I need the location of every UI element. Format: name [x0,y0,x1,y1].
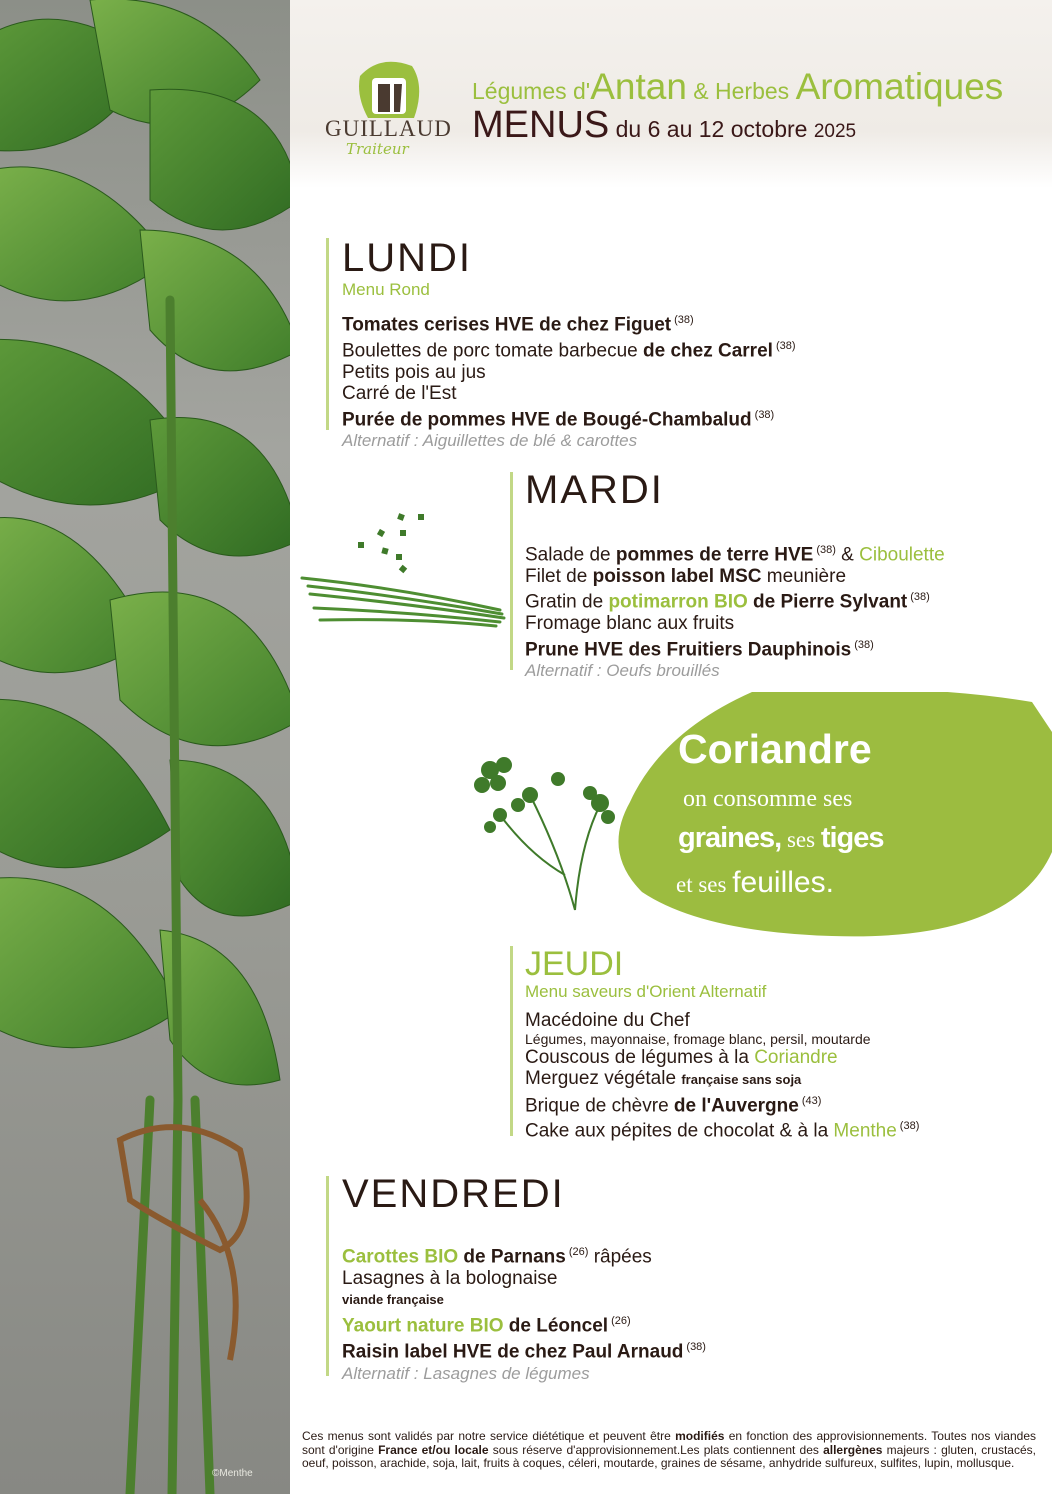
mint-photo [0,0,290,1494]
menu-item: Couscous de légumes à la Coriandre [525,1046,838,1068]
day-title: JEUDI [525,945,624,983]
mint-leaves-illustration [0,0,290,1494]
day-mardi [525,468,945,682]
year: 2025 [813,121,857,142]
title-part: Légumes d' [472,78,591,104]
date-range: du 6 au 12 octobre [609,116,814,142]
footer-disclaimer: Ces menus sont validés par notre service diététique et peuvent être modifiés en fonction des approvisionnements. Toutes nos viandes sont d'origine France et/ou locale sous réserve d'approvisionnement.Les plats contiennent des allergènes majeurs : gluten, crustacés, oeuf, poisson, arachide, soja, lait, fruits à coques, céleri, moutarde, graines de sésame, anhydride sulfureux, sulfites, lupin, mollusque. [302,1429,1037,1470]
menu-item-detail: Légumes, mayonnaise, fromage blanc, persil, moutarde [525,1030,871,1047]
coriandre-text: graines, ses tiges [678,822,884,854]
day-title: LUNDI [342,236,473,280]
menu-item: Raisin label HVE de chez Paul Arnaud $^{(38)}$ [342,1341,706,1363]
title-part: & Herbes [686,78,796,104]
menu-item: Gratin de potimarron BIO de Pierre Sylvant $^{(38)}$ [525,591,930,613]
coriandre-text: et ses feuilles. [676,866,834,899]
menu-item: Yaourt nature BIO de Léoncel $^{(26)}$ [342,1315,631,1337]
menu-item: Merguez végétale française sans soja [525,1068,802,1089]
chives-icon [300,508,510,633]
alternative-dish: Alternatif : Aiguillettes de blé & carottes [342,431,638,451]
menu-item: Brique de chèvre de l'Auvergne $^{(43)}$ [525,1094,822,1116]
day-subtitle: Menu saveurs d'Orient Alternatif [525,982,767,1001]
mardi-accent-bar [510,472,513,670]
coriandre-title: Coriandre [678,726,872,772]
menu-item: Purée de pommes HVE de Bougé-Chambalud $^{(38)}$ [342,408,775,430]
menu-item: Petits pois au jus [342,361,486,383]
alternative-dish: Alternatif : Oeufs brouillés [525,661,720,681]
menus-label: MENUS [472,104,610,146]
menu-item: Cake aux pépites de chocolat & à la Menthe $^{(38)}$ [525,1120,920,1142]
alternative-dish: Alternatif : Lasagnes de légumes [342,1363,590,1383]
page-title-theme [472,66,1003,108]
brand-tagline: Traiteur [346,140,409,158]
menu-item: Carré de l'Est [342,383,457,405]
menu-item: Macédoine du Chef [525,1010,690,1031]
menu-item-detail: viande française [342,1292,444,1308]
menu-item: Fromage blanc aux fruits [525,613,735,635]
menu-item: Prune HVE des Fruitiers Dauphinois $^{(38)}$ [525,638,874,660]
title-part: Antan [590,66,687,107]
menu-item: Filet de poisson label MSC meunière [525,565,847,587]
jeudi-accent-bar [510,946,513,1136]
menu-item: Tomates cerises HVE de chez Figuet $^{(38)}$ [342,314,694,336]
title-part: Aromatiques [795,66,1004,107]
day-title: VENDREDI [342,1172,565,1216]
page-title-dates [472,104,856,147]
vendredi-accent-bar [326,1176,329,1376]
day-lundi [342,236,796,452]
day-jeudi [525,946,919,1142]
menu-item: Lasagnes à la bolognaise [342,1267,558,1289]
photo-credit: ©Menthe [212,1468,253,1479]
coriander-sprig-icon [470,755,620,915]
day-title: MARDI [525,468,664,512]
menu-item: Carottes BIO de Parnans $^{(26)}$ râpées [342,1246,652,1268]
coriandre-text: on consomme ses [683,786,853,812]
lundi-accent-bar [326,238,329,430]
day-subtitle: Menu Rond [342,280,430,299]
day-vendredi [342,1172,706,1385]
menu-item: Salade de pommes de terre HVE $^{(38)}$ & Ciboulette [525,544,945,566]
brand-name: GUILLAUD [325,116,452,141]
menu-item: Boulettes de porc tomate barbecue de chez Carrel $^{(38)}$ [342,339,796,362]
